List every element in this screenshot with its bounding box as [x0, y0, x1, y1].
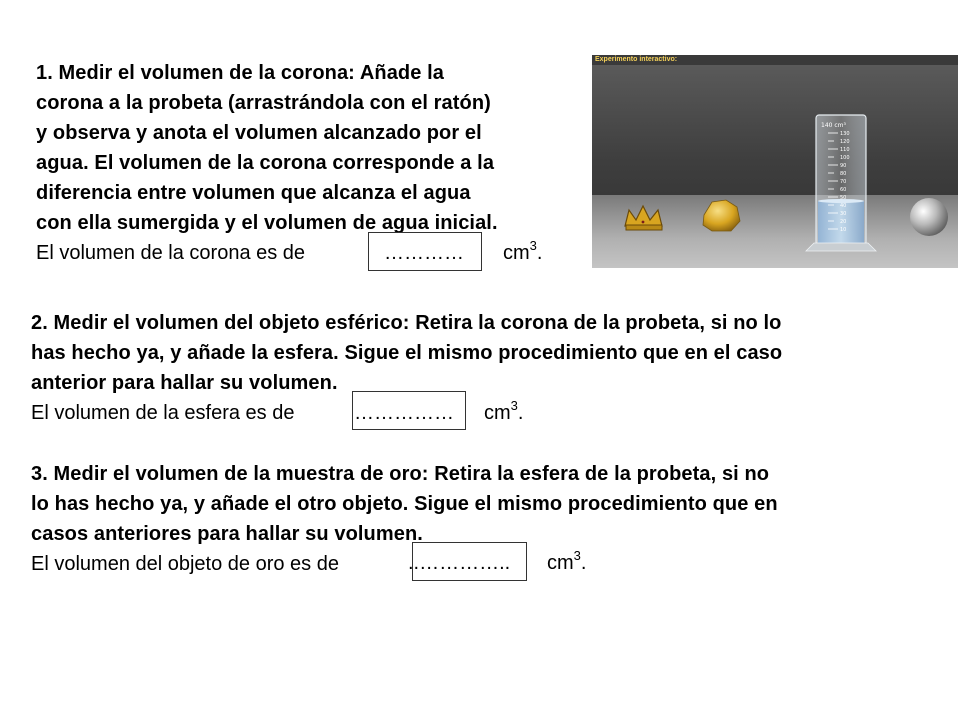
svg-text:20: 20	[840, 219, 847, 225]
section-1-line: corona a la probeta (arrastrándola con el ratón)	[36, 92, 491, 114]
svg-text:60: 60	[840, 187, 847, 193]
section-1-line: con ella sumergida y el volumen de agua inicial.	[36, 212, 498, 234]
section-1-line: agua. El volumen de la corona corresponde a la	[36, 152, 495, 174]
gold-volume-blank: ..…………..	[408, 552, 511, 574]
svg-text:50: 50	[840, 195, 847, 201]
section-3-line: 3. Medir el volumen de la muestra de oro: Retira la esfera de la probeta, si no	[31, 463, 770, 485]
section-2-line: 2. Medir el volumen del objeto esférico: Retira la corona de la probeta, si no lo	[31, 312, 782, 334]
section-3-line: lo has hecho ya, y añade el otro objeto. Sigue el mismo procedimiento que en	[31, 493, 778, 515]
sphere-volume-unit: $cm^3$.	[484, 398, 524, 424]
section-2-line: anterior para hallar su volumen.	[31, 372, 338, 394]
sphere-icon	[910, 198, 948, 236]
section-3-answer-prefix: El volumen del objeto de oro es de	[31, 553, 339, 575]
section-1-line: diferencia entre volumen que alcanza el agua	[36, 182, 471, 204]
graduated-cylinder-icon	[806, 115, 876, 251]
gold-volume-unit: $cm^3$.	[547, 548, 587, 574]
experiment-title: Experimento interactivo:	[592, 55, 958, 65]
section-1-line: y observa y anota el volumen alcanzado por el	[36, 122, 482, 144]
sphere-volume-blank: ……………	[354, 402, 454, 424]
svg-text:30: 30	[840, 211, 847, 217]
cylinder-capacity-label: 140 cm³	[821, 122, 846, 129]
svg-text:110: 110	[840, 147, 850, 153]
section-1-answer-prefix: El volumen de la corona es de	[36, 242, 306, 264]
gold-nugget-icon	[703, 200, 740, 231]
svg-text:80: 80	[840, 171, 847, 177]
svg-text:40: 40	[840, 203, 847, 209]
svg-text:100: 100	[840, 155, 850, 161]
section-1-line: 1. Medir el volumen de la corona: Añade la	[36, 62, 445, 84]
section-3-line: casos anteriores para hallar su volumen.	[31, 523, 423, 545]
section-3-text	[31, 459, 778, 579]
svg-text:130: 130	[840, 131, 850, 137]
crown-icon	[625, 206, 662, 230]
svg-text:90: 90	[840, 163, 847, 169]
svg-text:10: 10	[840, 227, 847, 233]
section-2-line: has hecho ya, y añade la esfera. Sigue el mismo procedimiento que en el caso	[31, 342, 783, 364]
svg-text:120: 120	[840, 139, 850, 145]
interactive-experiment-panel[interactable]	[592, 55, 958, 268]
section-2-answer-prefix: El volumen de la esfera es de	[31, 402, 295, 424]
crown-volume-unit: $cm^3$.	[503, 238, 543, 264]
crown-volume-blank: …………	[384, 242, 464, 264]
experiment-scene	[592, 55, 958, 268]
svg-text:70: 70	[840, 179, 847, 185]
